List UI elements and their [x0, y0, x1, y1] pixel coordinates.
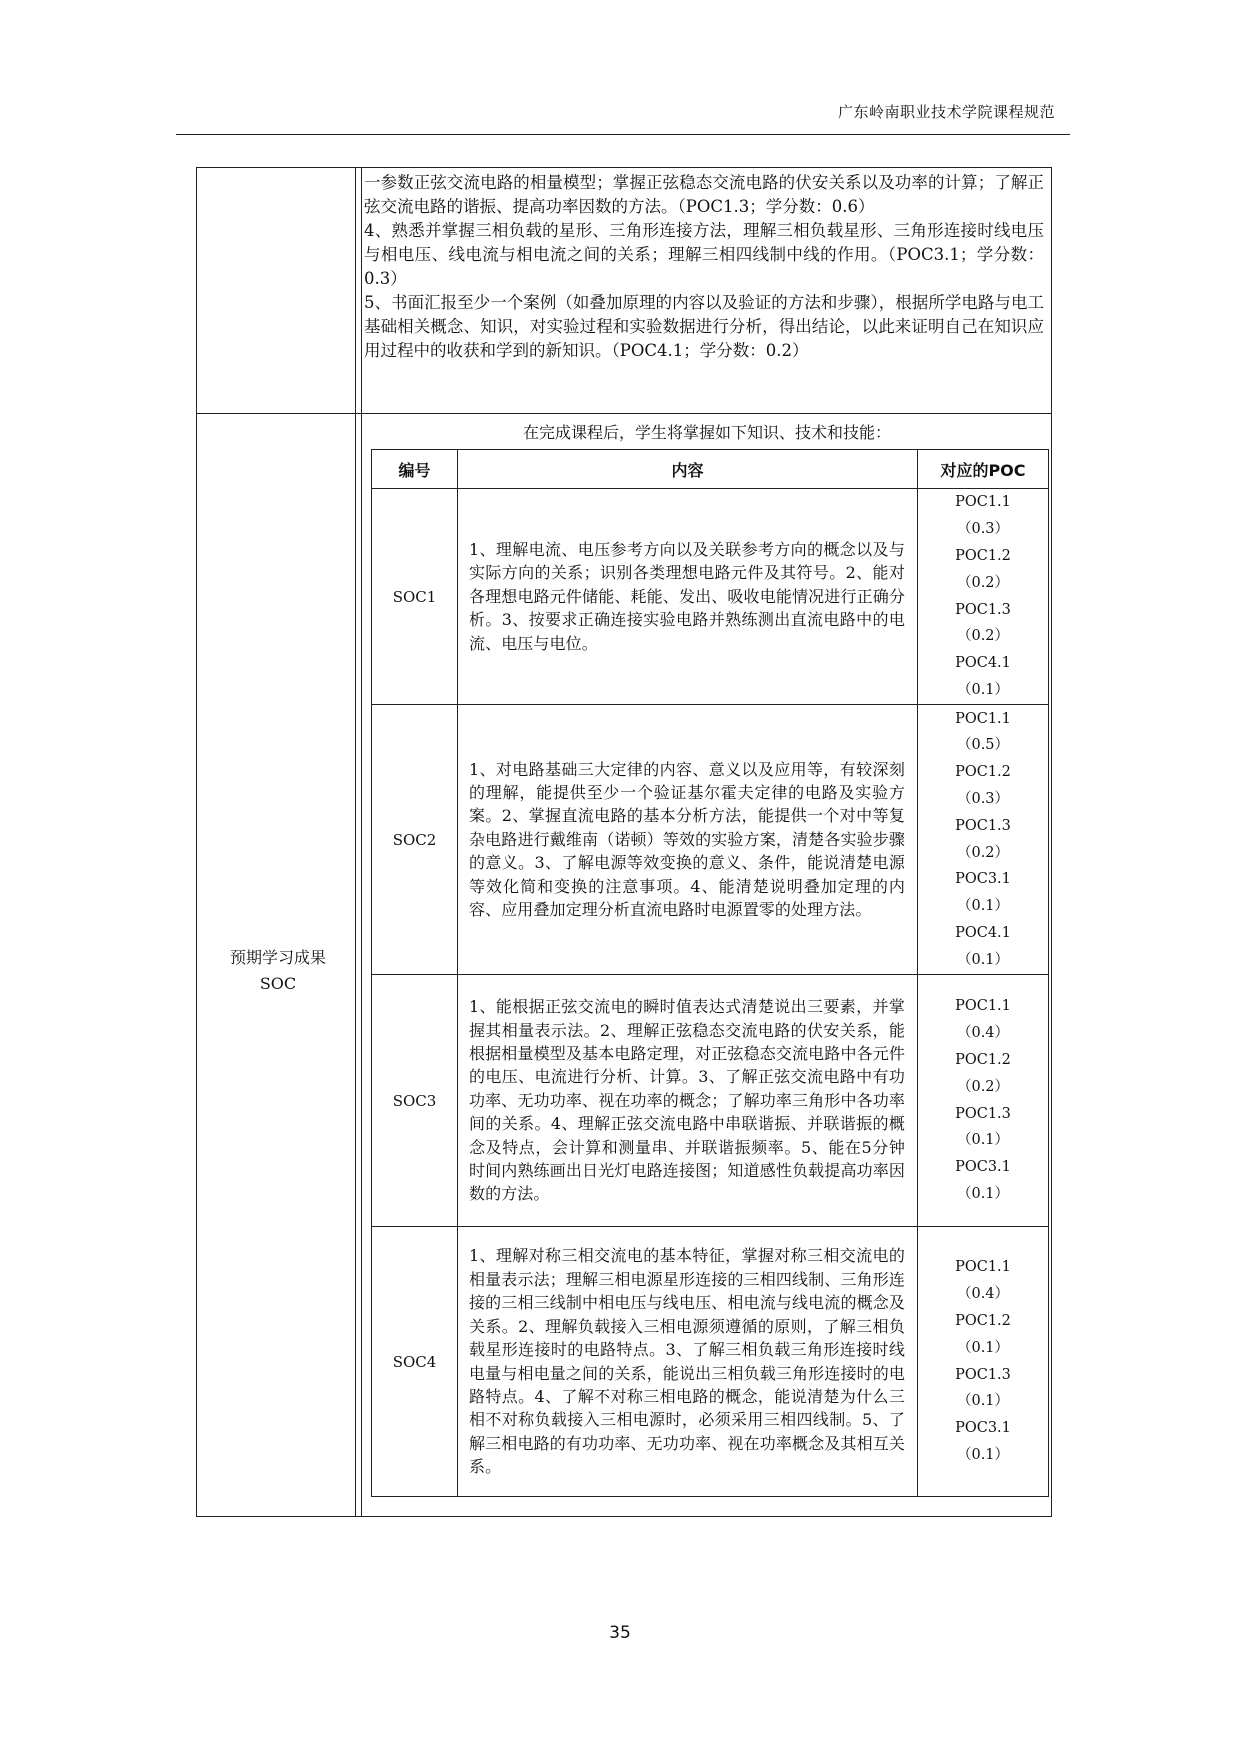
- column-header-content: 内容: [458, 450, 918, 489]
- table-row: [372, 975, 1049, 1227]
- section-divider: [196, 413, 1052, 414]
- poc-weight: （0.3）: [956, 521, 1010, 538]
- poc-weight: （0.1）: [956, 1393, 1010, 1410]
- soc-table-header-row: [372, 450, 1049, 489]
- soc-table: [371, 449, 1049, 1497]
- soc-poc-list: [918, 1227, 1049, 1497]
- poc-weight: （0.2）: [956, 574, 1010, 591]
- poc-weight: （0.2）: [956, 628, 1010, 645]
- poc-code: POC3.1: [955, 1159, 1011, 1176]
- poc-weight: （0.4）: [956, 1286, 1010, 1303]
- page-number: 35: [609, 1623, 631, 1643]
- poc-weight: （0.2）: [956, 844, 1010, 861]
- soc-content: 1、能根据正弦交流电的瞬时值表达式清楚说出三要素，并掌握其相量表示法。2、理解正弦稳态交流电路的伏安关系，能根据相量模型及基本电路定理，对正弦稳态交流电路中各元件的电压、电流进行分析、计算。3、了解正弦交流电路中有功功率、无功功率、视在功率的概念；了解功率三角形中各功率间的关系。4、理解正弦交流电路中串联谐振、并联谐振的概念及特点，会计算和测量串、并联谐振频率。5、能在5分钟时间内熟练画出日光灯电路连接图；知道感性负载提高功率因数的方法。: [458, 975, 918, 1227]
- poc-code: POC1.2: [955, 1312, 1011, 1329]
- poc-weight: （0.5）: [956, 737, 1010, 754]
- column-header-poc: 对应的POC: [918, 450, 1049, 489]
- header-divider: [176, 134, 1070, 135]
- poc-weight: （0.1）: [956, 1185, 1010, 1202]
- poc-code: POC1.3: [955, 601, 1011, 618]
- soc-poc-list: [918, 975, 1049, 1227]
- soc-content: 1、理解电流、电压参考方向以及关联参考方向的概念以及与实际方向的关系；识别各类理想电路元件及其符号。2、能对各理想电路元件储能、耗能、发出、吸收电能情况进行正确分析。3、按要求正确连接实验电路并熟练测出直流电路中的电流、电压与电位。: [458, 489, 918, 705]
- table-row: [372, 489, 1049, 705]
- label-column-divider-inner: [361, 167, 362, 1517]
- poc-weight: （0.4）: [956, 1025, 1010, 1042]
- poc-code: POC1.2: [955, 547, 1011, 564]
- soc-poc-list: [918, 705, 1049, 975]
- poc-code: POC1.3: [955, 817, 1011, 834]
- poc-code: POC1.2: [955, 1051, 1011, 1068]
- table-row: [372, 705, 1049, 975]
- poc-weight: （0.1）: [956, 1446, 1010, 1463]
- objective-paragraph: 5、书面汇报至少一个案例（如叠加原理的内容以及验证的方法和步骤），根据所学电路与电工基础相关概念、知识，对实验过程和实验数据进行分析，得出结论，以此来证明自己在知识应用过程中的收获和学到的新知识。（POC4.1；学分数：0.2）: [364, 293, 1044, 360]
- poc-code: POC1.2: [955, 764, 1011, 781]
- table-row: [372, 1227, 1049, 1497]
- soc-label-line2: SOC: [259, 974, 297, 993]
- poc-code: POC1.1: [955, 710, 1011, 727]
- poc-code: POC4.1: [955, 924, 1011, 941]
- poc-weight: （0.1）: [956, 681, 1010, 698]
- poc-weight: （0.1）: [956, 951, 1010, 968]
- column-header-code: 编号: [372, 450, 458, 489]
- soc-poc-list: [918, 489, 1049, 705]
- poc-weight: （0.1）: [956, 1339, 1010, 1356]
- soc-code: SOC2: [372, 705, 458, 975]
- soc-content: 1、理解对称三相交流电的基本特征，掌握对称三相交流电的相量表示法；理解三相电源星形连接的三相四线制、三角形连接的三相三线制中相电压与线电压、相电流与线电流的概念及关系。2、理解负载接入三相电源须遵循的原则，了解三相负载星形连接时的电路特点。3、了解三相负载三角形连接时线电量与相电量之间的关系，能说出三相负载三角形连接时的电路特点。4、了解不对称三相电路的概念，能说清楚为什么三相不对称负载接入三相电源时，必须采用三相四线制。5、了解三相电路的有功功率、无功功率、视在功率概念及其相互关系。: [458, 1227, 918, 1497]
- soc-code: SOC4: [372, 1227, 458, 1497]
- poc-weight: （0.2）: [956, 1078, 1010, 1095]
- poc-weight: （0.1）: [956, 1132, 1010, 1149]
- poc-code: POC3.1: [955, 871, 1011, 888]
- poc-code: POC1.1: [955, 1259, 1011, 1276]
- objectives-continued-text: [364, 171, 1044, 363]
- soc-content: 1、对电路基础三大定律的内容、意义以及应用等，有较深刻的理解，能提供至少一个验证基尔霍夫定律的电路及实验方案。2、掌握直流电路的基本分析方法，能提供一个对中等复杂电路进行戴维南（诺顿）等效的实验方案，清楚各实验步骤的意义。3、了解电源等效变换的意义、条件，能说清楚电源等效化简和变换的注意事项。4、能清楚说明叠加定理的内容、应用叠加定理分析直流电路时电源置零的处理方法。: [458, 705, 918, 975]
- poc-code: POC1.3: [955, 1366, 1011, 1383]
- soc-label-line1: 预期学习成果: [229, 948, 326, 967]
- poc-weight: （0.3）: [956, 790, 1010, 807]
- document-header-title: 广东岭南职业技术学院课程规范: [837, 103, 1055, 121]
- objective-paragraph: 一参数正弦交流电路的相量模型；掌握正弦稳态交流电路的伏安关系以及功率的计算；了解正弦交流电路的谐振、提高功率因数的方法。（POC1.3；学分数：0.6）: [364, 173, 1044, 216]
- poc-code: POC1.1: [955, 998, 1011, 1015]
- soc-intro-text: 在完成课程后，学生将掌握如下知识、技术和技能：: [522, 423, 891, 442]
- poc-weight: （0.1）: [956, 898, 1010, 915]
- poc-code: POC1.1: [955, 494, 1011, 511]
- soc-section-label: [196, 945, 360, 997]
- objective-paragraph: 4、熟悉并掌握三相负载的星形、三角形连接方法，理解三相负载星形、三角形连接时线电压与相电压、线电流与相电流之间的关系；理解三相四线制中线的作用。（POC3.1；学分数：0.3）: [364, 221, 1044, 288]
- soc-code: SOC1: [372, 489, 458, 705]
- poc-code: POC1.3: [955, 1105, 1011, 1122]
- poc-code: POC4.1: [955, 655, 1011, 672]
- poc-code: POC3.1: [955, 1420, 1011, 1437]
- soc-code: SOC3: [372, 975, 458, 1227]
- label-column-divider: [355, 167, 356, 1517]
